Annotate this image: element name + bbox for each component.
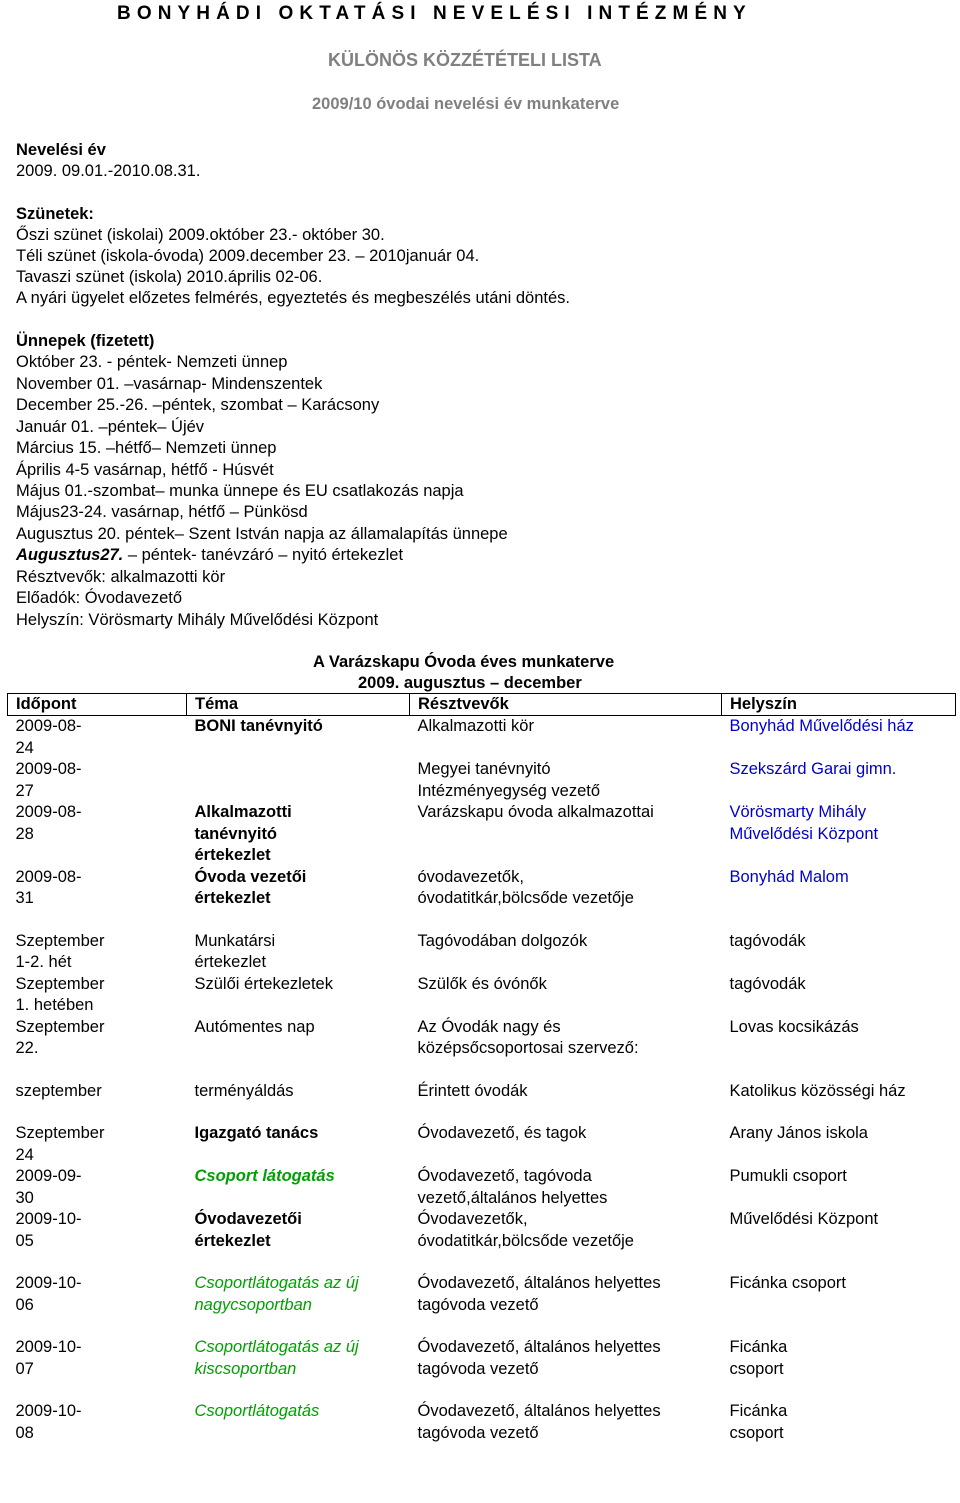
holiday-item: Március 15. –hétfő– Nemzeti ünnep — [16, 439, 277, 457]
table-row — [8, 1166, 956, 1209]
row-who: Óvodavezető, és tagok — [417, 1124, 587, 1142]
row-topic: Munkatársi értekezlet — [194, 931, 276, 971]
row-place: Ficánka csoport — [729, 1274, 846, 1292]
row-who: Alkalmazotti kör — [417, 717, 534, 735]
row-place: tagóvodák — [729, 974, 806, 993]
row-place: Pumukli csoport — [729, 1167, 847, 1185]
row-who: óvodavezetők, óvodatitkár,bölcsőde vezetője — [417, 867, 634, 907]
holiday-item: Május23-24. vasárnap, hétfő – Pünkösd — [16, 503, 308, 521]
row-date: Szeptember 22. — [15, 1017, 105, 1057]
table-row — [8, 931, 956, 974]
row-place: Vörösmarty Mihály Művelődési Központ — [729, 803, 879, 843]
row-topic — [187, 759, 410, 802]
row-place: Arany János iskola — [729, 1124, 868, 1142]
list-title: KÜLÖNÖS KÖZZÉTÉTELI LISTA — [328, 50, 602, 70]
row-date: 2009-10-06 — [15, 1274, 82, 1314]
row-place: Bonyhád Művelődési ház — [729, 717, 914, 735]
col-topic-header: Téma — [187, 694, 410, 716]
break-item: Téli szünet (iskola-óvoda) 2009.december 23. – 2010január 04. — [16, 247, 480, 265]
plan-title: A Varázskapu Óvoda éves munkaterve — [313, 653, 615, 671]
row-topic: terményáldás — [194, 1081, 294, 1100]
row-topic: Óvodavezetői értekezlet — [194, 1210, 302, 1250]
col-place-header: Helyszín — [722, 694, 956, 716]
table-row — [8, 867, 956, 910]
closing-text: – péntek- tanévzáró – nyitó értekezlet — [123, 546, 404, 564]
row-date: szeptember — [15, 1081, 102, 1100]
holiday-item: Augusztus 20. péntek– Szent István napja az államalapítás ünnepe — [16, 525, 508, 543]
row-place: Katolikus közösségi ház — [729, 1081, 906, 1100]
row-place: Ficánka csoport — [729, 1338, 788, 1378]
row-who: Megyei tanévnyitó Intézményegység vezető — [417, 760, 601, 800]
breaks-heading: Szünetek: — [16, 205, 94, 223]
institution-name: BONYHÁDI OKTATÁSI NEVELÉSI INTÉZMÉNY — [117, 3, 752, 24]
row-who: Szülők és óvónők — [417, 974, 547, 993]
table-row — [8, 759, 956, 802]
table-row — [8, 1209, 956, 1252]
break-item: Őszi szünet (iskolai) 2009.október 23.- október 30. — [16, 226, 385, 244]
col-who-header: Résztvevők — [410, 694, 722, 716]
row-topic: Csoportlátogatás az új kiscsoportban — [194, 1338, 359, 1378]
holidays-heading: Ünnepek (fizetett) — [16, 332, 155, 350]
year-heading: Nevelési év — [16, 141, 106, 159]
row-who: Óvodavezetők, óvodatitkár,bölcsőde vezetője — [417, 1210, 634, 1250]
holiday-item: Április 4-5 vasárnap, hétfő - Húsvét — [16, 461, 274, 479]
table-row — [8, 802, 956, 867]
row-date: 2009-10-08 — [15, 1402, 82, 1442]
subtitle: 2009/10 óvodai nevelési év munkaterve — [312, 95, 620, 113]
row-date: 2009-08-28 — [15, 803, 82, 843]
row-who: Érintett óvodák — [417, 1081, 528, 1100]
row-place: Ficánka csoport — [729, 1402, 788, 1442]
holiday-item: December 25.-26. –péntek, szombat – Karácsony — [16, 396, 380, 414]
row-topic: Igazgató tanács — [194, 1124, 319, 1142]
holiday-item: November 01. –vasárnap- Mindenszentek — [16, 375, 323, 393]
holiday-item: Január 01. –péntek– Újév — [16, 418, 205, 436]
row-who: Varázskapu óvoda alkalmazottai — [417, 803, 654, 821]
row-place: Lovas kocsikázás — [729, 1017, 859, 1036]
row-place: Bonyhád Malom — [729, 867, 849, 886]
row-topic: Csoport látogatás — [194, 1167, 335, 1185]
row-topic: Csoportlátogatás — [194, 1402, 320, 1420]
row-topic: Szülői értekezletek — [194, 974, 333, 993]
row-date: 2009-08-31 — [15, 867, 82, 907]
table-row — [8, 1123, 956, 1166]
row-date: Szeptember 24 — [15, 1124, 105, 1164]
row-who: Óvodavezető, általános helyettes tagóvoda vezető — [417, 1402, 661, 1442]
table-row — [8, 1401, 956, 1444]
table-row — [8, 1273, 956, 1316]
row-topic: Óvoda vezetői értekezlet — [194, 867, 307, 907]
holiday-item: Május 01.-szombat– munka ünnepe és EU csatlakozás napja — [16, 482, 464, 500]
year-range: 2009. 09.01.-2010.08.31. — [16, 162, 201, 180]
participants: Résztvevők: alkalmazotti kör — [16, 568, 226, 586]
col-date-header: Időpont — [8, 694, 187, 716]
table-row — [8, 1337, 956, 1380]
table-row — [8, 974, 956, 1017]
row-who: Óvodavezető, tagóvoda vezető,általános helyettes — [417, 1167, 608, 1207]
venue: Helyszín: Vörösmarty Mihály Művelődési Központ — [16, 611, 379, 629]
holiday-item: Október 23. - péntek- Nemzeti ünnep — [16, 353, 288, 371]
row-who: Óvodavezető, általános helyettes tagóvoda vezető — [417, 1274, 661, 1314]
row-date: 2009-10-05 — [15, 1210, 82, 1250]
row-place: tagóvodák — [729, 931, 806, 950]
row-date: Szeptember 1. hetében — [15, 974, 105, 1014]
closing-meeting — [16, 545, 403, 565]
row-date: Szeptember 1-2. hét — [15, 931, 105, 971]
row-date: 2009-08-27 — [15, 760, 82, 800]
break-item: A nyári ügyelet előzetes felmérés, egyeztetés és megbeszélés utáni döntés. — [16, 289, 570, 307]
table-row — [8, 1081, 956, 1103]
row-date: 2009-10-07 — [15, 1338, 82, 1378]
row-place: Szekszárd Garai gimn. — [729, 760, 897, 778]
row-topic: Autómentes nap — [194, 1017, 315, 1036]
row-date: 2009-08-24 — [15, 717, 82, 757]
table-row — [8, 716, 956, 760]
closing-date: Augusztus27. — [16, 546, 124, 564]
speakers: Előadók: Óvodavezető — [16, 589, 183, 607]
row-topic: Alkalmazotti tanévnyitó értekezlet — [194, 803, 292, 864]
break-item: Tavaszi szünet (iskola) 2010.április 02-06. — [16, 268, 323, 286]
row-who: Óvodavezető, általános helyettes tagóvoda vezető — [417, 1338, 661, 1378]
plan-period: 2009. augusztus – december — [358, 674, 582, 692]
table-row — [8, 1017, 956, 1060]
row-who: Az Óvodák nagy és középsőcsoportosai szervező: — [417, 1017, 639, 1057]
plan-table — [7, 693, 956, 1444]
row-topic: Csoportlátogatás az új nagycsoportban — [194, 1274, 359, 1314]
table-header — [8, 694, 956, 716]
row-topic: BONI tanévnyitó — [194, 717, 323, 735]
row-date: 2009-09-30 — [15, 1167, 82, 1207]
row-who: Tagóvodában dolgozók — [417, 931, 588, 950]
row-place: Művelődési Központ — [729, 1210, 879, 1228]
